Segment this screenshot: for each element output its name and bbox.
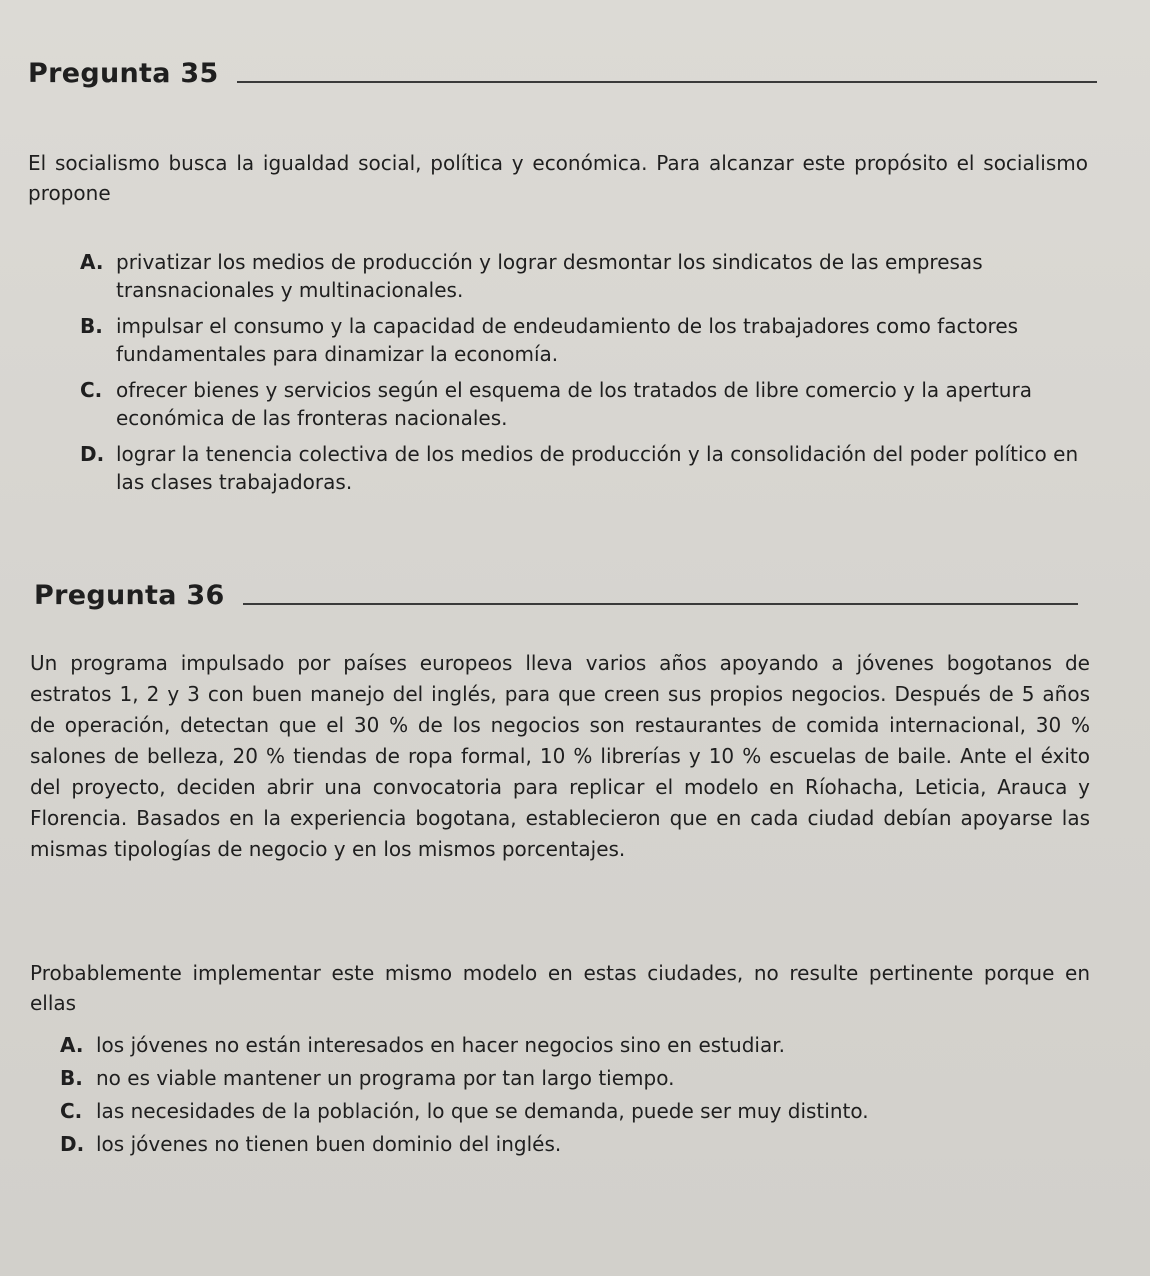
option-letter: D. bbox=[60, 1132, 85, 1156]
option-letter: B. bbox=[80, 314, 103, 338]
question-35-option-a[interactable] bbox=[80, 248, 1090, 304]
question-36-option-c[interactable] bbox=[60, 1098, 1090, 1125]
question-35-header bbox=[28, 58, 1098, 89]
question-35-title: Pregunta 35 bbox=[28, 58, 219, 89]
option-text: no es viable mantener un programa por tan largo tiempo. bbox=[96, 1066, 675, 1090]
option-text: privatizar los medios de producción y lograr desmontar los sindicatos de las empresas transnacionales y multinacionales. bbox=[116, 250, 983, 302]
option-text: ofrecer bienes y servicios según el esquema de los tratados de libre comercio y la apertura económica de las fronteras nacionales. bbox=[116, 378, 1032, 430]
question-36-option-b[interactable] bbox=[60, 1065, 1090, 1092]
question-36-options bbox=[60, 1032, 1090, 1164]
option-letter: A. bbox=[80, 250, 104, 274]
question-36-rule bbox=[243, 603, 1078, 605]
question-36-option-a[interactable] bbox=[60, 1032, 1090, 1059]
option-letter: C. bbox=[60, 1099, 83, 1123]
option-letter: D. bbox=[80, 442, 105, 466]
question-35-stem: El socialismo busca la igualdad social, política y económica. Para alcanzar este propósito el socialismo propone bbox=[28, 151, 1088, 205]
option-text: impulsar el consumo y la capacidad de endeudamiento de los trabajadores como factores fundamentales para dinamizar la economía. bbox=[116, 314, 1019, 366]
option-text: los jóvenes no tienen buen dominio del inglés. bbox=[96, 1132, 562, 1156]
option-text: lograr la tenencia colectiva de los medios de producción y la consolidación del poder político en las clases trabajadoras. bbox=[116, 442, 1079, 494]
option-letter: C. bbox=[80, 378, 103, 402]
question-35-option-c[interactable] bbox=[80, 376, 1090, 432]
question-35-option-d[interactable] bbox=[80, 440, 1090, 496]
option-letter: B. bbox=[60, 1066, 83, 1090]
question-36-prompt: Probablemente implementar este mismo modelo en estas ciudades, no resulte pertinente porque en ellas bbox=[30, 961, 1090, 1015]
option-text: los jóvenes no están interesados en hacer negocios sino en estudiar. bbox=[96, 1033, 785, 1057]
option-letter: A. bbox=[60, 1033, 84, 1057]
question-36-option-d[interactable] bbox=[60, 1131, 1090, 1158]
question-35-rule bbox=[237, 81, 1097, 83]
option-text: las necesidades de la población, lo que se demanda, puede ser muy distinto. bbox=[96, 1099, 869, 1123]
question-36-title: Pregunta 36 bbox=[34, 580, 225, 611]
question-35-option-b[interactable] bbox=[80, 312, 1090, 368]
question-36-stem: Un programa impulsado por países europeos lleva varios años apoyando a jóvenes bogotanos de estratos 1, 2 y 3 con buen manejo del inglés, para que creen sus propios negocios. Después de 5 años de operación, detectan que el 30 % de los negocios son restaurantes de comida internacional, 30 % salones de belleza, 20 % tiendas de ropa formal, 10 % librerías y 10 % escuelas de baile. Ante el éxito del proyecto, deciden abrir una convocatoria para replicar el modelo en Ríohacha, Leticia, Arauca y Florencia. Basados en la experiencia bogotana, establecieron que en cada ciudad debían apoyarse las mismas tipologías de negocio y en los mismos porcentajes. bbox=[30, 651, 1090, 861]
question-36-header bbox=[34, 580, 1084, 611]
question-35-options bbox=[80, 248, 1090, 504]
